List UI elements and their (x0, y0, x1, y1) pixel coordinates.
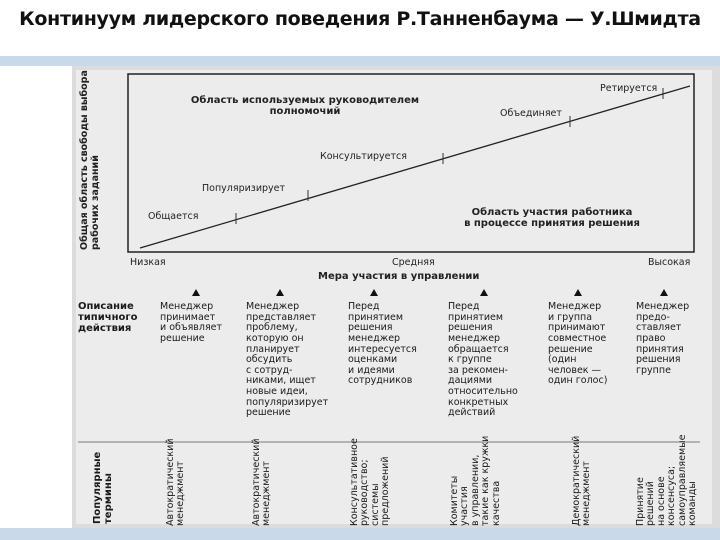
x-axis-mid-label: Средняя (392, 257, 435, 268)
bottom-accent-band (0, 528, 720, 540)
description-item-2: Менеджер представляет проблему, которую он планирует обсудить с сотруд- никами, ищет новые идеи, популяризирует решение (246, 301, 329, 419)
term-item-6: Принятие решений на основе консенсуса; самоуправляемые команды (635, 434, 699, 526)
y-axis-label: Общая область свободы выбора рабочих заданий (79, 70, 101, 250)
description-item-5: Менеджер и группа принимают совместное решение (один человек — один голос) (548, 301, 608, 387)
description-item-3: Перед принятием решения менеджер интересуется оценками и идеями сотрудников (348, 301, 417, 387)
participation-arrow-1 (192, 289, 200, 296)
x-axis-title: Мера участия в управлении (318, 271, 480, 282)
slide-title: Континуум лидерского поведения Р.Танненбаума — У.Шмидта (19, 8, 701, 30)
participation-arrow-5 (574, 289, 582, 296)
term-item-2: Автократический менеджмент (251, 438, 273, 526)
step-label-unites: Объединяет (500, 108, 562, 119)
step-label-retreats: Ретируется (600, 83, 658, 94)
participation-arrow-3 (370, 289, 378, 296)
term-item-4: Комитеты участия в управлении, такие как кружки качества (449, 435, 502, 526)
step-label-communicates: Общается (148, 211, 199, 222)
term-item-1: Автократический менеджмент (165, 438, 187, 526)
x-axis-high-label: Высокая (648, 257, 691, 268)
description-heading: Описание типичного действия (78, 301, 138, 335)
term-item-3: Консультативное руководство; системы предложений (349, 438, 392, 526)
participation-arrow-2 (276, 289, 284, 296)
terms-heading: Популярные термины (92, 451, 114, 524)
description-item-1: Менеджер принимает и объявляет решение (160, 301, 223, 344)
worker-participation-area-label: Область участия работника в процессе принятия решения (464, 207, 640, 229)
step-label-popularizes: Популяризирует (202, 183, 286, 194)
step-label-consults: Консультируется (320, 151, 407, 162)
description-item-4: Перед принятием решения менеджер обращается к группе за рекомен- дациями относительно конкретных действий (448, 301, 518, 419)
manager-authority-area-label: Область используемых руководителем полномочий (190, 95, 420, 117)
term-item-5: Демократический менеджмент (571, 435, 593, 526)
description-item-6: Менеджер предо- ставляет право принятия решения группе (636, 301, 690, 376)
participation-arrow-6 (660, 289, 668, 296)
x-axis-low-label: Низкая (130, 257, 166, 268)
participation-arrow-4 (480, 289, 488, 296)
